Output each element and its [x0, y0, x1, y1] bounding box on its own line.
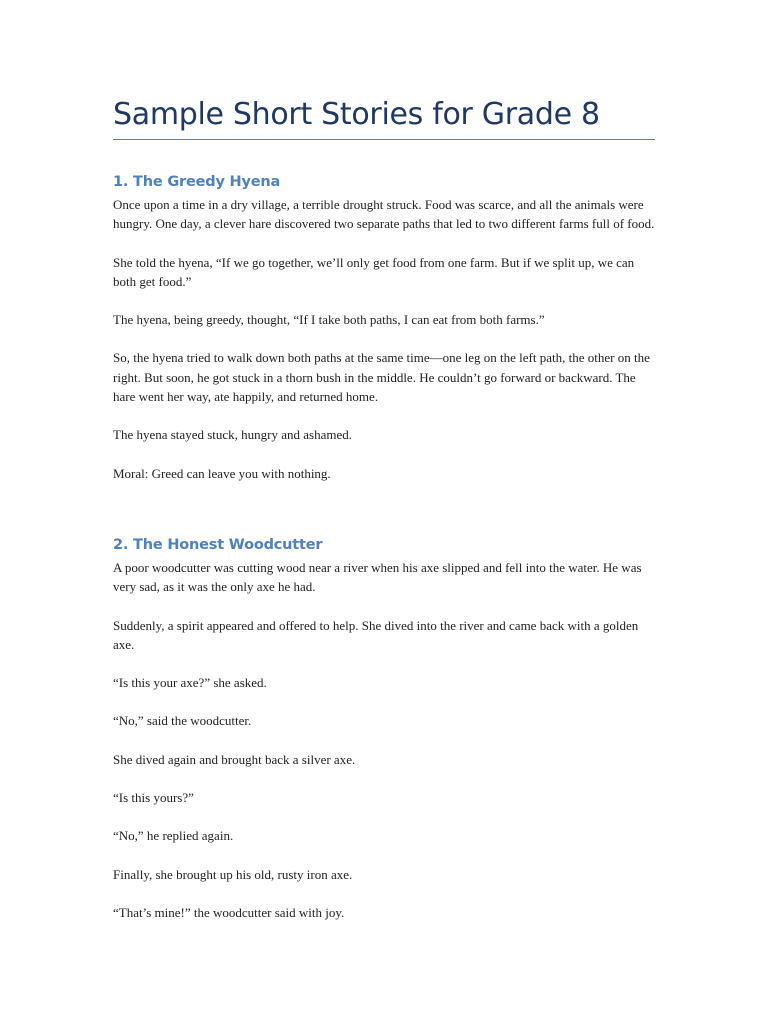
story-paragraph: Finally, she brought up his old, rusty iron axe. — [113, 866, 353, 882]
story-greedy-hyena — [113, 172, 658, 502]
story-paragraph: “No,” said the woodcutter. — [113, 713, 252, 729]
story-paragraph: “No,” he replied again. — [113, 828, 234, 844]
story-paragraph: “That’s mine!” the woodcutter said with joy. — [113, 904, 345, 920]
story-paragraph: Suddenly, a spirit appeared and offered to help. She dived into the river and came back with a golden axe. — [113, 617, 639, 652]
title-underline-divider — [113, 139, 655, 140]
story-paragraph: So, the hyena tried to walk down both paths at the same time—one leg on the left path, the other on the right. But soon, he got stuck in a thorn bush in the middle. He couldn’t go forward or backward. The hare went her way, ate happily, and returned home. — [113, 350, 650, 405]
story-paragraph: She dived again and brought back a silver axe. — [113, 751, 356, 767]
story-paragraph: “Is this yours?” — [113, 790, 194, 806]
story-heading: 1. The Greedy Hyena — [113, 174, 281, 190]
story-moral: Moral: Greed can leave you with nothing. — [113, 465, 331, 481]
story-heading: 2. The Honest Woodcutter — [113, 537, 323, 553]
story-paragraph: “Is this your axe?” she asked. — [113, 675, 267, 691]
story-paragraph: A poor woodcutter was cutting wood near a river when his axe slipped and fell into the water. He was very sad, as it was the only axe he had. — [113, 560, 642, 595]
story-paragraph: Once upon a time in a dry village, a terrible drought struck. Food was scarce, and all the animals were hungry. One day, a clever hare discovered two separate paths that led to two different farms full of food. — [113, 197, 655, 232]
story-paragraph: She told the hyena, “If we go together, we’ll only get food from one farm. But if we split up, we can both get food.” — [113, 254, 635, 289]
story-honest-woodcutter — [113, 535, 658, 941]
story-paragraph: The hyena stayed stuck, hungry and ashamed. — [113, 427, 352, 443]
document-title: Sample Short Stories for Grade 8 — [113, 97, 600, 132]
story-paragraph: The hyena, being greedy, thought, “If I take both paths, I can eat from both farms.” — [113, 312, 545, 328]
